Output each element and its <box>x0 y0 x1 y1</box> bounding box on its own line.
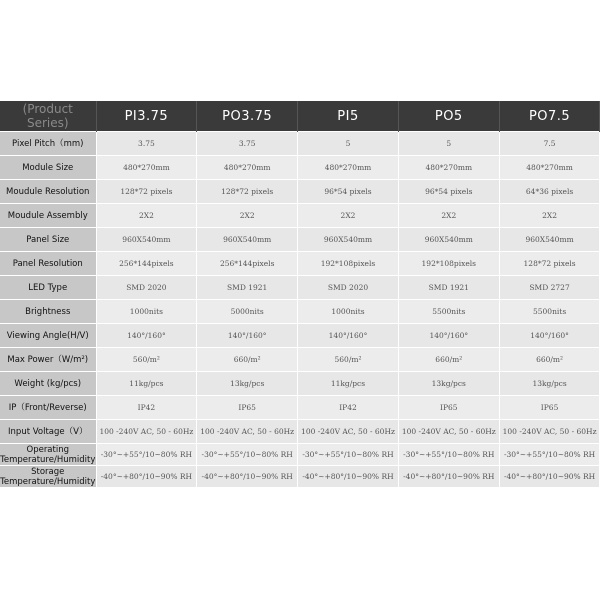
table-row <box>0 466 600 488</box>
spec-value: 100 -240V AC, 50 - 60Hz <box>96 420 197 444</box>
row-label: IP（Front/Reverse) <box>0 396 96 420</box>
spec-value: SMD 2020 <box>298 276 399 300</box>
spec-value: 960X540mm <box>96 228 197 252</box>
spec-value: 256*144pixels <box>96 252 197 276</box>
spec-value: IP65 <box>197 396 298 420</box>
spec-value: 96*54 pixels <box>398 180 499 204</box>
spec-body <box>0 132 600 488</box>
spec-value: 13kg/pcs <box>197 372 298 396</box>
product-series-header: (Product Series) <box>0 101 96 132</box>
spec-value: 480*270mm <box>197 156 298 180</box>
row-label: Moudule Resolution <box>0 180 96 204</box>
spec-value: 140°/160° <box>499 324 600 348</box>
table-row <box>0 444 600 466</box>
spec-value: 960X540mm <box>499 228 600 252</box>
spec-value: -30°~+55°/10~80% RH <box>96 444 197 466</box>
table-row <box>0 348 600 372</box>
spec-value: IP65 <box>499 396 600 420</box>
spec-value: -30°~+55°/10~80% RH <box>499 444 600 466</box>
spec-value: 2X2 <box>298 204 399 228</box>
header-row <box>0 101 600 132</box>
row-label: Viewing Angle(H/V) <box>0 324 96 348</box>
row-label: Weight (kg/pcs) <box>0 372 96 396</box>
spec-value: 960X540mm <box>298 228 399 252</box>
table-row <box>0 228 600 252</box>
spec-value: 480*270mm <box>298 156 399 180</box>
row-label: Storage Temperature/Humidity <box>0 466 96 487</box>
spec-value: 100 -240V AC, 50 - 60Hz <box>197 420 298 444</box>
spec-value: 100 -240V AC, 50 - 60Hz <box>298 420 399 444</box>
spec-value: IP42 <box>298 396 399 420</box>
row-label: Panel Resolution <box>0 252 96 276</box>
spec-value: 128*72 pixels <box>499 252 600 276</box>
spec-value: 64*36 pixels <box>499 180 600 204</box>
spec-value: 5500nits <box>499 300 600 324</box>
model-header: PO3.75 <box>197 101 298 132</box>
spec-value: IP65 <box>398 396 499 420</box>
spec-value: -40°~+80°/10~90% RH <box>398 466 499 488</box>
spec-value: 13kg/pcs <box>398 372 499 396</box>
model-header: PI5 <box>298 101 399 132</box>
spec-value: 5 <box>298 132 399 156</box>
spec-value: 3.75 <box>96 132 197 156</box>
table-row <box>0 252 600 276</box>
spec-value: 256*144pixels <box>197 252 298 276</box>
table-row <box>0 324 600 348</box>
spec-value: 128*72 pixels <box>96 180 197 204</box>
spec-value: 480*270mm <box>96 156 197 180</box>
spec-value: 96*54 pixels <box>298 180 399 204</box>
spec-value: 140°/160° <box>298 324 399 348</box>
spec-value: 5 <box>398 132 499 156</box>
spec-value: -30°~+55°/10~80% RH <box>398 444 499 466</box>
spec-value: 3.75 <box>197 132 298 156</box>
spec-value: 660/m² <box>499 348 600 372</box>
spec-value: -40°~+80°/10~90% RH <box>96 466 197 488</box>
spec-value: 5500nits <box>398 300 499 324</box>
spec-value: 128*72 pixels <box>197 180 298 204</box>
spec-value: 5000nits <box>197 300 298 324</box>
spec-value: SMD 2020 <box>96 276 197 300</box>
spec-value: 1000nits <box>96 300 197 324</box>
table-row <box>0 276 600 300</box>
spec-value: 2X2 <box>398 204 499 228</box>
spec-value: 1000nits <box>298 300 399 324</box>
spec-table <box>0 101 600 487</box>
model-header: PI3.75 <box>96 101 197 132</box>
row-label: LED Type <box>0 276 96 300</box>
spec-value: 140°/160° <box>197 324 298 348</box>
model-header: PO5 <box>398 101 499 132</box>
spec-value: 100 -240V AC, 50 - 60Hz <box>499 420 600 444</box>
spec-value: 100 -240V AC, 50 - 60Hz <box>398 420 499 444</box>
table-row <box>0 204 600 228</box>
table-row <box>0 180 600 204</box>
spec-value: 560/m² <box>96 348 197 372</box>
table-row <box>0 420 600 444</box>
spec-value: 960X540mm <box>398 228 499 252</box>
row-label: Operating Temperature/Humidity <box>0 444 96 465</box>
spec-value: 192*108pixels <box>398 252 499 276</box>
table-row <box>0 300 600 324</box>
table-row <box>0 396 600 420</box>
spec-value: 660/m² <box>398 348 499 372</box>
table-row <box>0 132 600 156</box>
spec-value: 560/m² <box>298 348 399 372</box>
spec-value: -40°~+80°/10~90% RH <box>499 466 600 488</box>
spec-value: -40°~+80°/10~90% RH <box>298 466 399 488</box>
spec-value: 480*270mm <box>398 156 499 180</box>
spec-value: 192*108pixels <box>298 252 399 276</box>
spec-value: 480*270mm <box>499 156 600 180</box>
spec-value: -40°~+80°/10~90% RH <box>197 466 298 488</box>
row-label: Input Voltage（V） <box>0 420 96 444</box>
spec-value: 140°/160° <box>398 324 499 348</box>
spec-value: 140°/160° <box>96 324 197 348</box>
table-row <box>0 156 600 180</box>
table-row <box>0 372 600 396</box>
spec-value: 2X2 <box>96 204 197 228</box>
spec-value: SMD 2727 <box>499 276 600 300</box>
row-label: Panel Size <box>0 228 96 252</box>
row-label: Moudule Assembly <box>0 204 96 228</box>
row-label: Brightness <box>0 300 96 324</box>
row-label: Module Size <box>0 156 96 180</box>
spec-value: 2X2 <box>197 204 298 228</box>
spec-value: 11kg/pcs <box>96 372 197 396</box>
spec-value: 960X540mm <box>197 228 298 252</box>
spec-value: SMD 1921 <box>197 276 298 300</box>
model-header: PO7.5 <box>499 101 600 132</box>
row-label: Pixel Pitch（mm) <box>0 132 96 156</box>
spec-value: 13kg/pcs <box>499 372 600 396</box>
spec-value: -30°~+55°/10~80% RH <box>298 444 399 466</box>
row-label: Max Power（W/m²) <box>0 348 96 372</box>
spec-value: SMD 1921 <box>398 276 499 300</box>
spec-value: 2X2 <box>499 204 600 228</box>
spec-value: IP42 <box>96 396 197 420</box>
spec-value: 7.5 <box>499 132 600 156</box>
spec-value: 11kg/pcs <box>298 372 399 396</box>
spec-value: -30°~+55°/10~80% RH <box>197 444 298 466</box>
spec-value: 660/m² <box>197 348 298 372</box>
